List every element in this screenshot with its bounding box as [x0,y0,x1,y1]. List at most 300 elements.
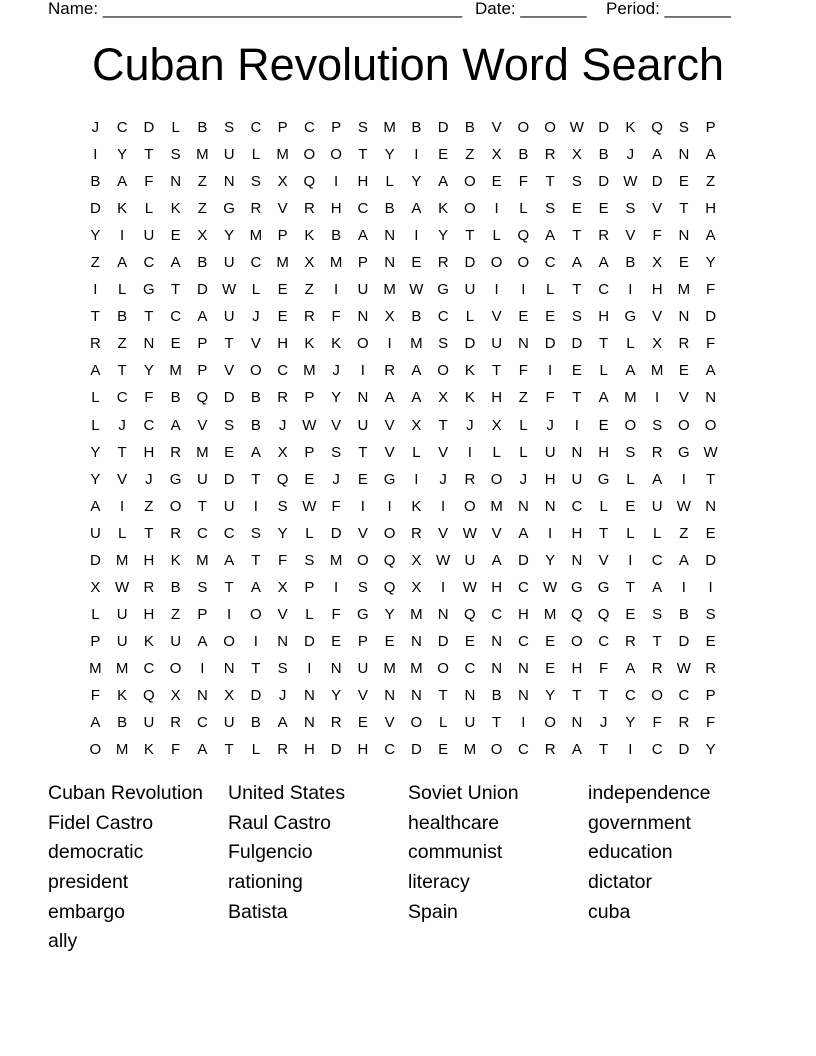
grid-letter: O [303,146,316,164]
grid-letter: T [251,659,261,677]
grid-letter: X [304,254,315,272]
grid-letter: D [705,308,717,326]
grid-letter: E [598,416,609,434]
grid-letter: T [358,443,368,461]
grid-letter: C [196,714,208,732]
grid-letter: X [90,578,101,596]
grid-letter: T [438,416,448,434]
grid-letter: N [705,497,717,515]
grid-letter: E [625,497,636,515]
grid-letter: N [571,714,583,732]
grid-letter: E [491,173,502,191]
grid-letter: D [303,632,315,650]
grid-letter: O [490,470,503,488]
grid-letter: O [464,173,476,191]
grid-letter: B [250,389,261,407]
grid-letter: C [143,416,155,434]
grid-letter: O [678,416,690,434]
grid-letter: E [545,632,556,650]
grid-letter: U [196,470,208,488]
grid-letter: C [170,308,182,326]
grid-letter: J [466,416,474,434]
grid-letter: B [170,389,181,407]
grid-letter: U [464,281,476,299]
word-bank-item: democratic [48,841,144,864]
name-field-label: Name: ______________________________________ [48,0,463,18]
grid-letter: I [387,497,392,515]
grid-letter: N [464,687,476,704]
grid-letter: B [197,119,208,137]
grid-letter: T [144,308,154,326]
grid-letter: U [143,227,155,245]
grid-letter: Y [545,687,556,704]
grid-letter: V [277,605,288,623]
grid-letter: Z [90,254,100,272]
grid-letter: H [357,741,369,759]
grid-letter: A [705,227,716,245]
grid-letter: T [572,227,582,245]
grid-letter: V [357,524,368,542]
grid-letter: D [651,173,663,191]
grid-letter: S [625,200,636,218]
grid-letter: S [571,173,582,191]
grid-letter: Q [464,605,476,623]
grid-letter: L [385,173,394,191]
grid-letter: V [384,714,395,732]
grid-letter: M [249,227,263,245]
grid-letter: D [143,119,155,137]
grid-letter: W [436,551,451,569]
grid-letter: I [307,659,312,677]
grid-letter: V [491,119,502,137]
grid-letter: S [678,119,689,137]
grid-letter: D [437,119,449,137]
grid-letter: E [224,443,235,461]
word-bank-item: Spain [408,900,458,923]
grid-letter: Q [303,173,316,191]
grid-letter: S [652,605,663,623]
grid-letter: U [116,605,128,623]
grid-letter: A [705,146,716,164]
grid-letter: N [410,632,422,650]
grid-letter: I [628,281,633,299]
grid-letter: L [171,119,180,137]
word-bank-item: United States [228,782,346,804]
grid-letter: G [571,578,583,596]
grid-letter: K [170,200,181,218]
grid-letter: I [628,551,633,569]
grid-letter: H [277,335,289,353]
grid-letter: T [706,470,716,488]
grid-letter: I [681,470,686,488]
grid-letter: X [652,254,663,272]
grid-letter: A [571,741,582,759]
grid-letter: C [250,254,262,272]
grid-letter: R [170,714,182,732]
grid-letter: I [628,741,633,759]
grid-letter: D [705,551,717,569]
grid-letter: T [171,281,181,299]
grid-letter: J [599,714,608,732]
grid-letter: P [304,578,315,596]
grid-letter: R [277,741,289,759]
grid-letter: P [277,119,288,137]
grid-letter: A [90,362,101,380]
grid-letter: P [304,389,315,407]
grid-letter: Q [276,470,289,488]
grid-letter: E [464,632,475,650]
word-bank [48,779,768,957]
grid-letter: J [118,416,126,434]
grid-letter: Z [706,173,716,191]
grid-letter: M [276,146,289,164]
grid-letter: A [438,173,449,191]
grid-letter: A [197,308,208,326]
grid-letter: O [490,741,503,759]
grid-letter: I [253,632,258,650]
grid-letter: H [544,470,556,488]
grid-letter: T [492,714,502,732]
grid-letter: N [277,632,289,650]
grid-letter: I [521,281,526,299]
grid-letter: J [91,119,100,137]
grid-letter: O [89,741,102,759]
grid-letter: L [626,335,635,353]
word-bank-item: communist [408,841,503,864]
grid-letter: N [517,497,529,515]
grid-letter: E [625,605,636,623]
grid-letter: M [650,362,664,380]
grid-letter: T [599,524,609,542]
grid-letter: A [384,389,395,407]
grid-letter: N [170,173,182,191]
grid-letter: G [597,578,610,596]
grid-letter: V [197,416,208,434]
word-bank-item: government [588,811,691,834]
grid-letter: K [117,200,128,218]
grid-letter: J [519,470,528,488]
grid-letter: Y [384,146,395,164]
grid-letter: L [519,443,528,461]
grid-letter: I [655,389,660,407]
grid-letter: E [384,632,395,650]
grid-letter: M [196,146,209,164]
grid-letter: H [651,281,663,299]
grid-letter: O [383,524,396,542]
grid-letter: S [170,146,181,164]
grid-letter: G [169,470,182,488]
grid-letter: W [302,416,317,434]
grid-letter: E [170,335,181,353]
grid-letter: R [330,714,342,732]
grid-letter: S [250,173,261,191]
grid-letter: B [384,200,395,218]
grid-letter: T [599,335,609,353]
grid-letter: H [598,308,610,326]
grid-letter: A [170,254,181,272]
grid-letter: X [411,551,422,569]
grid-letter: K [304,335,315,353]
grid-letter: R [464,470,476,488]
grid-letter: J [439,470,447,488]
grid-letter: M [115,659,129,677]
grid-letter: E [357,714,368,732]
grid-letter: R [651,659,663,677]
grid-letter: T [652,632,662,650]
grid-letter: F [599,659,609,677]
grid-letter: B [331,227,342,245]
grid-letter: P [197,335,208,353]
grid-letter: O [410,714,423,732]
grid-letter: B [598,146,609,164]
grid-letter: N [517,659,529,677]
grid-letter: I [334,578,339,596]
grid-letter: V [625,227,636,245]
grid-letter: I [334,173,339,191]
grid-letter: R [651,443,663,461]
grid-letter: X [652,335,663,353]
grid-letter: Q [517,227,530,245]
grid-letter: X [277,443,288,461]
grid-letter: O [704,416,717,434]
grid-letter: B [250,714,261,732]
grid-letter: N [303,687,315,704]
grid-letter: F [706,281,716,299]
grid-letter: R [170,443,182,461]
grid-letter: M [276,254,289,272]
grid-letter: G [624,308,637,326]
grid-letter: U [223,497,235,515]
grid-letter: B [250,416,261,434]
grid-letter: I [414,470,419,488]
grid-letter: N [143,335,155,353]
grid-letter: O [330,146,342,164]
period-field-label: Period: _______ [606,0,731,18]
grid-letter: L [519,416,528,434]
grid-letter: J [145,470,153,488]
grid-letter: E [545,308,556,326]
grid-letter: A [598,254,609,272]
grid-letter: Q [196,389,209,407]
grid-letter: W [676,659,691,677]
grid-letter: C [491,605,503,623]
grid-letter: A [277,714,288,732]
grid-letter: M [383,119,396,137]
word-bank-item: Cuban Revolution [48,782,204,804]
grid-letter: D [598,173,610,191]
grid-letter: T [224,335,234,353]
grid-letter: F [706,714,716,732]
grid-letter: J [252,308,260,326]
grid-letter: D [330,524,342,542]
grid-letter: F [331,605,341,623]
grid-letter: S [197,578,208,596]
grid-letter: D [571,335,583,353]
grid-letter: C [250,119,262,137]
grid-letter: N [357,308,369,326]
grid-letter: X [491,146,502,164]
grid-letter: C [223,524,235,542]
grid-letter: T [117,443,127,461]
grid-letter: X [438,389,449,407]
grid-letter: V [491,308,502,326]
grid-letter: D [196,281,208,299]
grid-letter: I [334,281,339,299]
grid-letter: V [678,389,689,407]
grid-letter: C [116,119,128,137]
grid-letter: A [170,416,181,434]
grid-letter: F [652,714,662,732]
grid-letter: F [518,362,528,380]
grid-letter: A [411,389,422,407]
grid-letter: O [624,416,637,434]
grid-letter: N [384,227,396,245]
grid-letter: L [599,497,608,515]
grid-letter: U [223,308,235,326]
word-bank-item: Batista [228,900,288,923]
grid-letter: A [652,470,663,488]
grid-letter: C [571,497,583,515]
grid-letter: C [624,687,636,704]
grid-letter: H [143,551,155,569]
grid-letter: Q [143,687,155,704]
grid-letter: E [277,308,288,326]
grid-letter: S [571,308,582,326]
grid-letter: S [277,497,288,515]
grid-letter: N [491,659,503,677]
grid-letter: U [170,632,182,650]
word-bank-item: cuba [588,900,631,923]
grid-letter: I [548,524,553,542]
grid-letter: V [652,308,663,326]
grid-letter: O [169,659,182,677]
grid-letter: J [626,146,635,164]
grid-letter: U [571,470,583,488]
grid-letter: L [251,281,261,299]
grid-letter: I [360,497,365,515]
grid-letter: B [197,254,208,272]
grid-letter: L [492,443,501,461]
grid-letter: C [303,119,315,137]
grid-letter: T [599,741,609,759]
grid-letter: Z [117,335,127,353]
grid-letter: S [224,416,235,434]
grid-letter: E [678,173,689,191]
grid-letter: T [358,146,368,164]
word-bank-item: independence [588,782,711,804]
grid-letter: O [169,497,182,515]
grid-letter: V [438,443,449,461]
grid-letter: E [678,362,689,380]
grid-letter: O [357,551,369,569]
word-bank-item: Fidel Castro [48,811,154,834]
grid-letter: I [494,281,499,299]
grid-letter: V [598,551,609,569]
grid-letter: F [278,551,288,569]
grid-letter: U [223,254,235,272]
grid-letter: V [384,443,395,461]
grid-letter: I [548,362,553,380]
grid-letter: R [89,335,101,353]
student-info-header [48,0,748,20]
grid-letter: L [305,524,314,542]
grid-letter: R [678,335,690,353]
grid-letter: E [518,308,529,326]
grid-letter: N [357,389,369,407]
grid-letter: B [90,173,101,191]
grid-letter: E [304,470,315,488]
grid-letter: C [384,741,396,759]
page-title: Cuban Revolution Word Search [91,39,725,90]
grid-letter: B [411,119,422,137]
grid-letter: K [117,687,128,704]
grid-letter: V [384,416,395,434]
grid-letter: R [598,227,610,245]
grid-letter: O [464,497,476,515]
grid-letter: T [251,551,261,569]
grid-letter: D [330,741,342,759]
grid-letter: H [491,578,503,596]
grid-letter: T [625,578,635,596]
grid-letter: S [357,119,368,137]
grid-letter: Y [705,741,716,759]
grid-letter: N [678,308,690,326]
grid-letter: Y [90,443,101,461]
grid-letter: L [626,524,635,542]
grid-letter: V [331,416,342,434]
grid-letter: H [143,605,155,623]
grid-letter: G [597,470,610,488]
grid-letter: L [117,524,127,542]
grid-letter: N [571,551,583,569]
grid-letter: Q [597,605,610,623]
grid-letter: L [626,470,635,488]
grid-letter: F [518,173,528,191]
grid-letter: E [357,470,368,488]
grid-letter: M [677,281,691,299]
grid-letter: D [678,741,690,759]
grid-letter: A [117,254,128,272]
grid-letter: O [571,632,583,650]
grid-letter: C [517,741,529,759]
grid-letter: T [545,173,555,191]
grid-letter: D [223,470,235,488]
grid-letter: S [224,119,235,137]
grid-letter: C [598,632,610,650]
grid-letter: I [227,605,232,623]
grid-letter: N [384,254,396,272]
grid-letter: A [411,200,422,218]
grid-letter: I [441,578,446,596]
grid-letter: I [93,146,98,164]
grid-letter: T [144,524,154,542]
grid-letter: F [706,335,716,353]
grid-letter: N [303,714,315,732]
grid-letter: P [705,687,716,704]
grid-letter: E [705,632,716,650]
grid-letter: G [357,605,369,623]
grid-letter: O [437,659,449,677]
grid-letter: R [384,362,396,380]
grid-letter: S [277,659,288,677]
grid-letter: A [250,443,261,461]
grid-letter: I [120,227,125,245]
grid-letter: S [331,443,342,461]
grid-letter: O [437,362,449,380]
grid-letter: U [357,416,369,434]
grid-letter: L [144,200,154,218]
grid-letter: E [705,524,716,542]
